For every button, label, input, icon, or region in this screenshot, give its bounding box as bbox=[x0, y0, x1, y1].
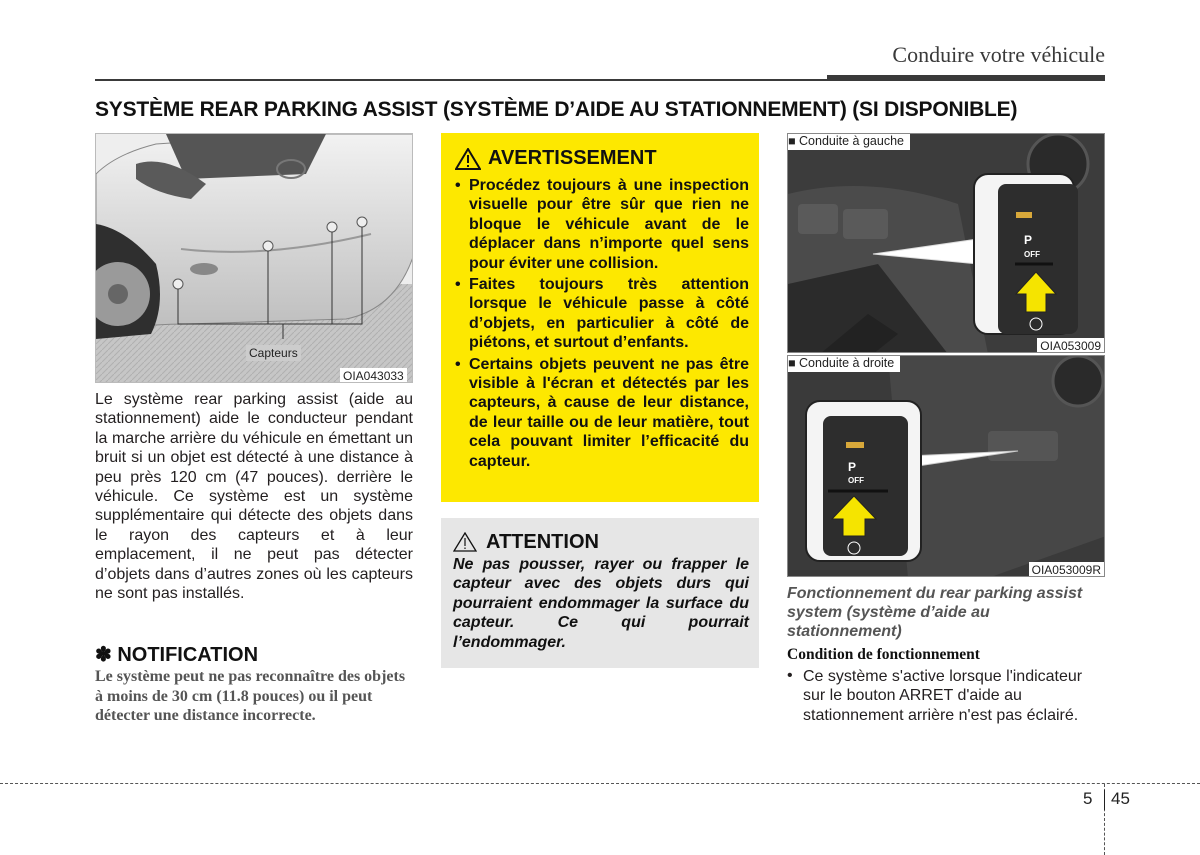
off-label: OFF bbox=[1024, 250, 1040, 259]
sensors-label: Capteurs bbox=[246, 345, 301, 361]
warning-item: • Faites toujours très attention lorsque le véhicule passe à côté d’objets, en particulier à côté de piétons, et surtout d’enfants. bbox=[455, 275, 749, 353]
figure-code: OIA053009R bbox=[1029, 562, 1104, 577]
figure-code: OIA043033 bbox=[340, 368, 407, 383]
svg-text:P: P bbox=[848, 460, 857, 474]
attention-text: Ne pas pousser, rayer ou frapper le capteur avec des objets durs qui pourraient endommager la surface du capteur. Ce qui pourrait l’endommager. bbox=[453, 556, 749, 651]
intro-paragraph: Le système rear parking assist (aide au stationnement) aide le conducteur pendant la marche arrière du véhicule en émettant un bruit si un objet est détecté à une distance à peu près 120 cm (47 pouces). derrière le véhicule. Ce système est un système supplémentaire qui détecte des objets dans le rayon des capteurs et à leur emplacement, il ne peut pas détecter d’objets dans d’autres zones où les capteurs ne sont pas installés. bbox=[95, 391, 413, 603]
chapter-number: 5 bbox=[1083, 789, 1093, 808]
right-drive-label: ■ Conduite à droite bbox=[788, 356, 900, 372]
attention-title: ATTENTION bbox=[486, 531, 599, 553]
page-number: 45 bbox=[1111, 789, 1130, 808]
left-drive-figure bbox=[787, 133, 1105, 353]
warning-list bbox=[455, 176, 749, 473]
left-drive-label: ■ Conduite à gauche bbox=[788, 134, 910, 150]
svg-text:P: P bbox=[1024, 233, 1033, 247]
off-label: OFF bbox=[848, 476, 864, 485]
figure-code: OIA053009 bbox=[1037, 338, 1104, 353]
warning-item: • Certains objets peuvent ne pas être visible à l'écran et détectés par les capteurs, à cause de leur distance, de leur taille ou de leur matière, tout cela pouvant limiter l’efficacité du capteur. bbox=[455, 355, 749, 471]
warning-box bbox=[441, 133, 759, 502]
rear-bumper-figure bbox=[95, 133, 413, 383]
footer-rule bbox=[0, 783, 1200, 784]
section-title: SYSTÈME REAR PARKING ASSIST (SYSTÈME D’AIDE AU STATIONNEMENT) (SI DISPONIBLE) bbox=[95, 98, 1018, 121]
page-separator bbox=[1104, 790, 1105, 810]
right-drive-figure bbox=[787, 355, 1105, 577]
notification-heading: ✽ NOTIFICATION bbox=[95, 644, 259, 666]
running-header: Conduire votre véhicule bbox=[892, 42, 1105, 67]
warning-title: AVERTISSEMENT bbox=[488, 147, 657, 169]
warning-item: • Procédez toujours à une inspection visuelle pour être sûr que rien ne bloque le véhicule avant de le déplacer dans n’importe quel sens pour éviter une collision. bbox=[455, 176, 749, 273]
caution-triangle-icon bbox=[453, 532, 477, 557]
condition-text: Ce système s'active lorsque l'indicateur sur le bouton ARRET d'aide au stationnement arrière n'est pas éclairé. bbox=[803, 668, 1083, 724]
condition-heading: Condition de fonctionnement bbox=[787, 646, 980, 663]
warning-triangle-icon bbox=[455, 148, 481, 175]
notification-text: Le système peut ne pas reconnaître des objets à moins de 30 cm (11.8 pouces) ou il peut détecter une distance incorrecte. bbox=[95, 668, 406, 724]
header-rule bbox=[95, 79, 827, 81]
header-rule-accent bbox=[827, 75, 1105, 81]
figure-caption: Fonctionnement du rear parking assist system (système d’aide au stationnement) bbox=[787, 585, 1083, 640]
bullet-icon: • bbox=[787, 667, 793, 684]
attention-box bbox=[441, 518, 759, 668]
